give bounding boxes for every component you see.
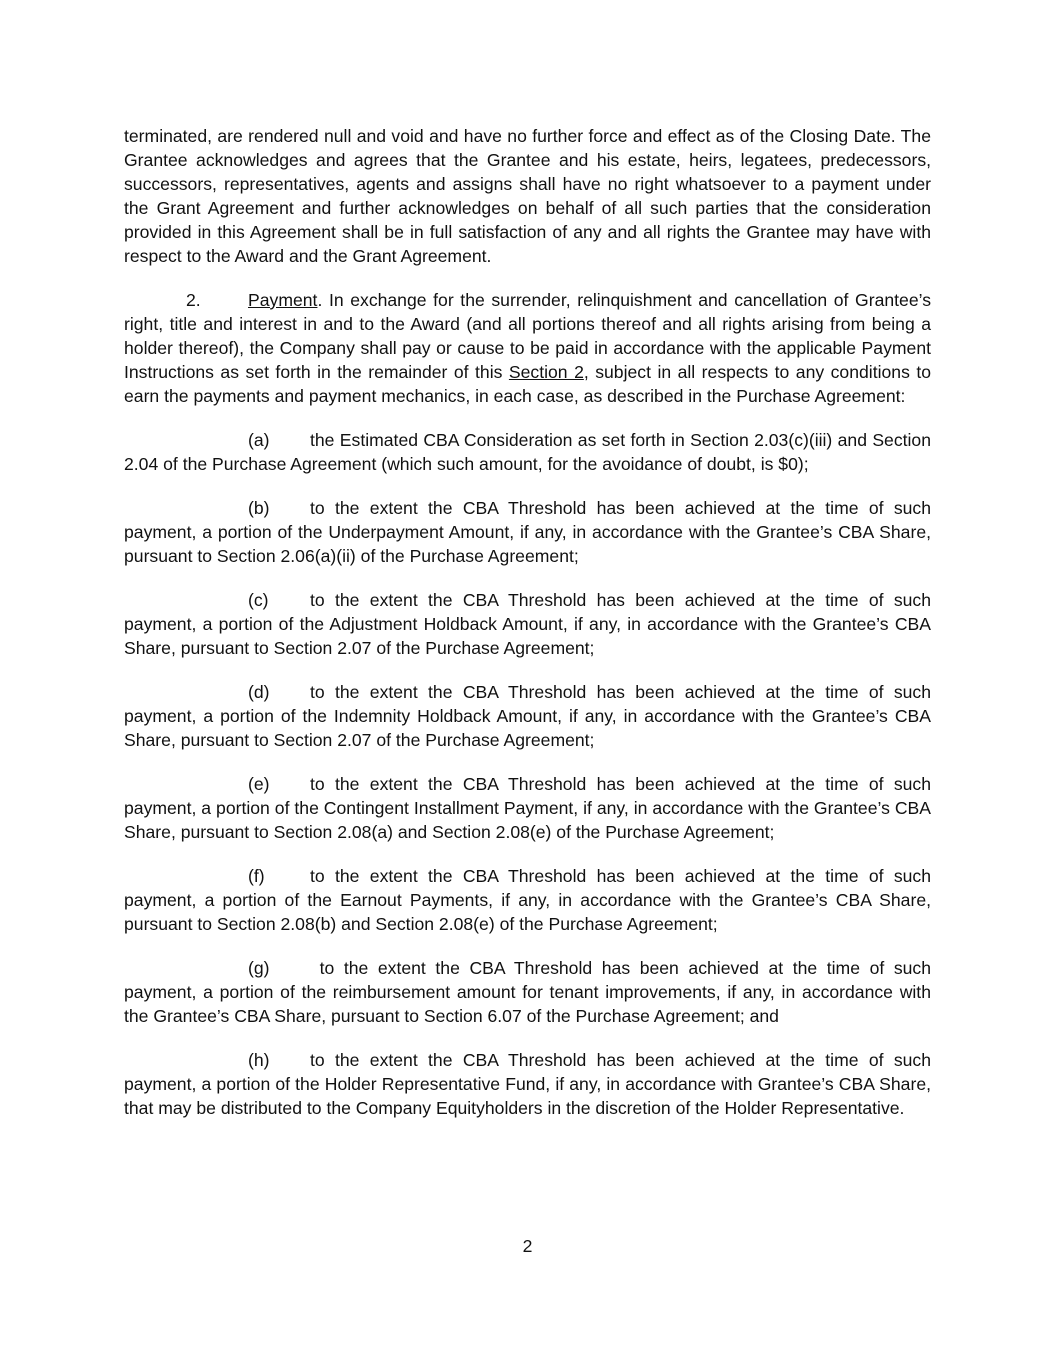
list-item [124,680,931,752]
list-item [124,588,931,660]
item-text: to the extent the CBA Threshold has been achieved at the time of such payment, a portion of the Earnout Payments, if any, in accordance with the Grantee’s CBA Share, pursuant to Section 2.08(b) and Section 2.08(e) of the Purchase Agreement; [124,866,931,934]
intro-paragraph: terminated, are rendered null and void and have no further force and effect as of the Closing Date. The Grantee acknowledges and agrees that the Grantee and his estate, heirs, legatees, predecessors, successors, representatives, agents and assigns shall have no right whatsoever to a payment under the Grant Agreement and further acknowledges on behalf of all such parties that the consideration provided in this Agreement shall be in full satisfaction of any and all rights the Grantee may have with respect to the Award and the Grant Agreement. [124,126,931,266]
list-item [124,496,931,568]
item-label: (d) [248,682,270,702]
page-number: 2 [522,1236,533,1256]
item-text: to the extent the CBA Threshold has been achieved at the time of such payment, a portion of the Holder Representative Fund, if any, in accordance with Grantee’s CBA Share, that may be distributed to the Company Equityholders in the discretion of the Holder Representative. [124,1050,931,1118]
item-label: (g) [248,958,270,978]
item-label: (h) [248,1050,270,1070]
item-label: (c) [248,590,269,610]
section-heading: Payment [248,290,318,310]
item-label: (f) [248,866,265,886]
section-heading-punct: . [317,290,323,310]
list-item [124,428,931,476]
item-text: to the extent the CBA Threshold has been achieved at the time of such payment, a portion of the reimbursement amount for tenant improvements, if any, in accordance with the Grantee’s CBA Share, pursuant to Section 6.07 of the Purchase Agreement; and [124,958,931,1026]
item-text: to the extent the CBA Threshold has been achieved at the time of such payment, a portion of the Underpayment Amount, if any, in accordance with the Grantee’s CBA Share, pursuant to Section 2.06(a)(ii) of the Purchase Agreement; [124,498,931,566]
document-page [124,124,931,1140]
item-text: the Estimated CBA Consideration as set forth in Section 2.03(c)(iii) and Section 2.04 of the Purchase Agreement (which such amount, for the avoidance of doubt, is $0); [124,430,931,474]
section-reference: Section 2 [508,362,584,382]
item-text: to the extent the CBA Threshold has been achieved at the time of such payment, a portion of the Indemnity Holdback Amount, if any, in accordance with the Grantee’s CBA Share, pursuant to Section 2.07 of the Purchase Agreement; [124,682,931,750]
list-item [124,864,931,936]
section-body-start: In exchange for the surrender, relinquishment and cancellation of Grantee’s right, title and interest in and to the Award (and all portions thereof and all rights arising from being a holder thereof), the Company shall pay or cause to be paid in accordance with the applicable Payment Instructions as set forth in the remainder of this [124,290,931,382]
item-label: (a) [248,430,270,450]
section-number: 2. [186,290,201,310]
item-label: (b) [248,498,270,518]
item-label: (e) [248,774,270,794]
section-body-end: , subject in all respects to any conditions to earn the payments and payment mechanics, in each case, as described in the Purchase Agreement: [124,362,932,406]
list-item [124,1048,931,1120]
section-2-paragraph [124,288,931,408]
item-text: to the extent the CBA Threshold has been achieved at the time of such payment, a portion of the Contingent Installment Payment, if any, in accordance with the Grantee’s CBA Share, pursuant to Section 2.08(a) and Section 2.08(e) of the Purchase Agreement; [124,774,931,842]
item-text: to the extent the CBA Threshold has been achieved at the time of such payment, a portion of the Adjustment Holdback Amount, if any, in accordance with the Grantee’s CBA Share, pursuant to Section 2.07 of the Purchase Agreement; [124,590,931,658]
list-item [124,772,931,844]
list-item [124,956,931,1028]
